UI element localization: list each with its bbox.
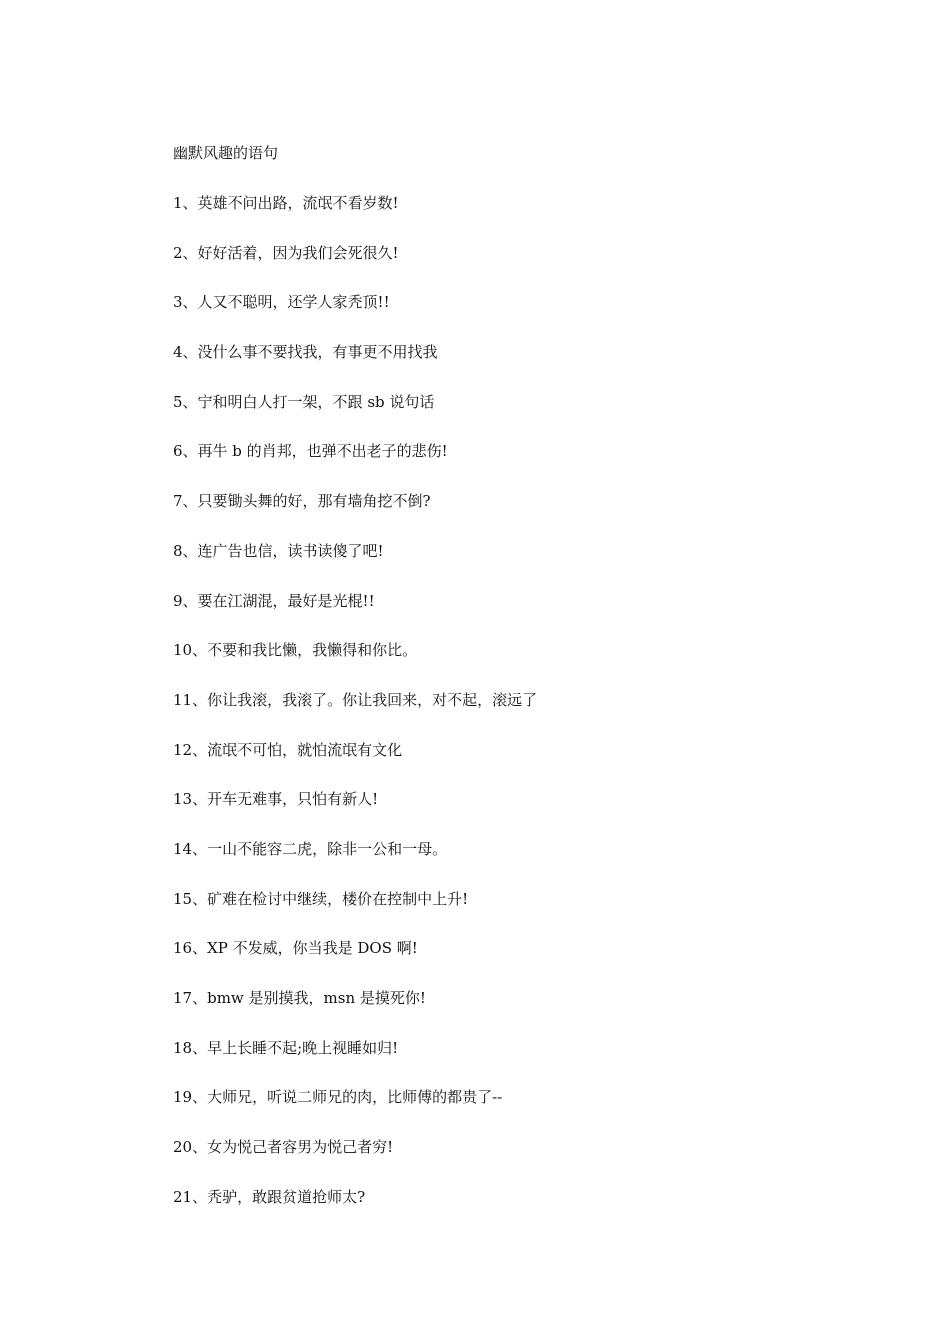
document-title: 幽默风趣的语句 [173, 144, 279, 162]
list-item: 13、开车无难事，只怕有新人! [173, 790, 379, 809]
list-item: 12、流氓不可怕，就怕流氓有文化 [173, 740, 403, 759]
list-item: 17、bmw 是别摸我，msn 是摸死你! [173, 989, 426, 1007]
list-item: 20、女为悦己者容男为悦己者穷! [173, 1138, 394, 1157]
list-item: 5、宁和明白人打一架，不跟 sb 说句话 [173, 392, 435, 411]
list-item: 18、早上长睡不起;晚上视睡如归! [173, 1038, 399, 1057]
list-item: 9、要在江湖混，最好是光棍!! [173, 591, 375, 610]
list-item: 2、好好活着，因为我们会死很久! [173, 243, 399, 262]
list-item: 10、不要和我比懒，我懒得和你比。 [173, 641, 418, 660]
list-item: 11、你让我滚，我滚了。你让我回来，对不起，滚远了 [173, 690, 538, 709]
list-item: 16、XP 不发威，你当我是 DOS 啊! [173, 939, 418, 958]
list-item: 21、秃驴，敢跟贫道抢师太? [173, 1187, 366, 1206]
list-item: 7、只要锄头舞的好，那有墙角挖不倒? [173, 492, 431, 511]
joke-list [173, 193, 873, 1207]
list-item: 1、英雄不问出路，流氓不看岁数! [173, 194, 399, 212]
list-item: 14、一山不能容二虎，除非一公和一母。 [173, 839, 448, 858]
list-item: 15、矿难在检讨中继续，楼价在控制中上升! [173, 889, 469, 908]
list-item: 4、没什么事不要找我，有事更不用找我 [173, 343, 438, 362]
list-item: 8、连广告也信，读书读傻了吧! [173, 541, 384, 560]
list-item: 6、再牛 b 的肖邦，也弹不出老子的悲伤! [173, 442, 448, 461]
document-content [173, 143, 873, 1236]
list-item: 3、人又不聪明，还学人家秃顶!! [173, 293, 390, 312]
list-item: 19、大师兄，听说二师兄的肉，比师傅的都贵了-- [173, 1088, 503, 1107]
